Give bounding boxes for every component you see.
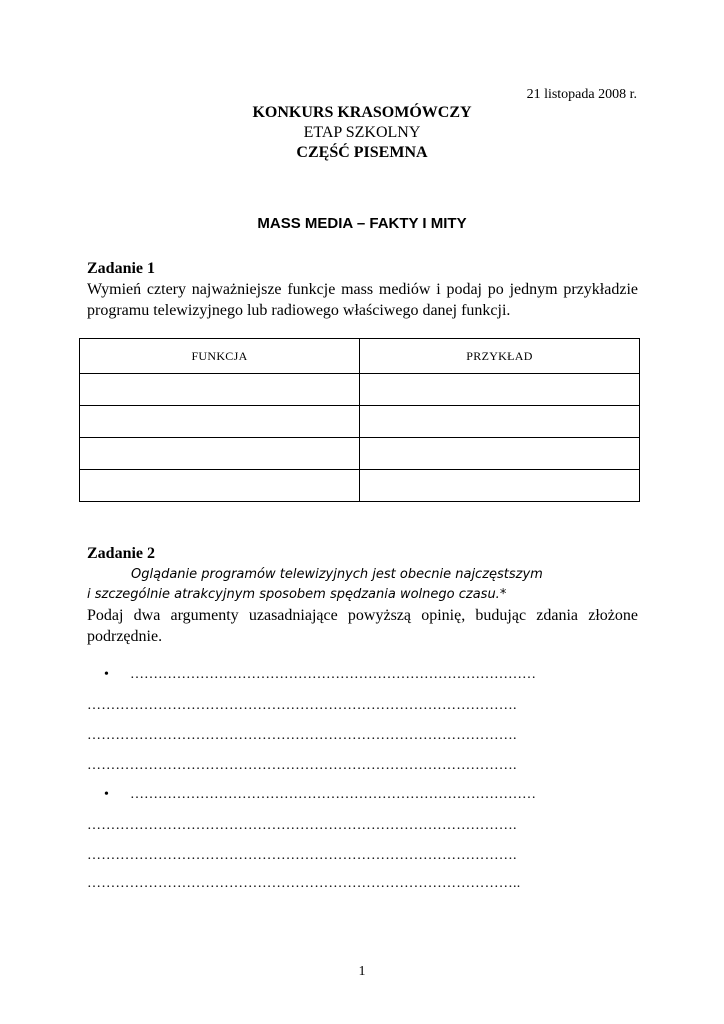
answer-line[interactable]: ………………………………………………………………………………. xyxy=(87,728,517,743)
table-row xyxy=(80,470,640,502)
table-row xyxy=(80,438,640,470)
column-header-example: PRZYKŁAD xyxy=(360,339,640,374)
answer-dots: …………………………………………………………………………… xyxy=(130,787,536,802)
table-row xyxy=(80,406,640,438)
answer-bullet-1[interactable] xyxy=(104,667,536,687)
column-header-function: FUNKCJA xyxy=(80,339,360,374)
example-cell[interactable] xyxy=(360,374,640,406)
contest-stage: ETAP SZKOLNY xyxy=(303,124,421,141)
functions-table xyxy=(79,338,640,502)
example-cell[interactable] xyxy=(360,438,640,470)
example-cell[interactable] xyxy=(360,406,640,438)
answer-line[interactable]: ………………………………………………………………………………. xyxy=(87,818,517,833)
contest-name: KONKURS KRASOMÓWCZY xyxy=(252,104,472,121)
answer-dots: …………………………………………………………………………… xyxy=(130,667,536,682)
answer-line[interactable]: ………………………………………………………………………………. xyxy=(87,758,517,773)
bullet-icon: • xyxy=(104,667,109,682)
table-header-row xyxy=(80,339,640,374)
page-number: 1 xyxy=(358,964,366,979)
task2-quote-line1: Oglądanie programów telewizyjnych jest obecnie najczęstszym xyxy=(131,567,543,582)
answer-line[interactable]: ………………………………………………………………………………. xyxy=(87,848,517,863)
answer-line[interactable]: ………………………………………………………………………………. xyxy=(87,698,517,713)
table-row xyxy=(80,374,640,406)
document-title: MASS MEDIA – FAKTY I MITY xyxy=(257,215,467,232)
function-cell[interactable] xyxy=(80,406,360,438)
answer-line[interactable]: ……………………………………………………………………………….. xyxy=(87,876,521,891)
task2-instructions: Podaj dwa argumenty uzasadniające powyższą opinię, budując zdania złożone podrzędnie. xyxy=(87,607,638,645)
answer-bullet-2[interactable] xyxy=(104,787,536,807)
contest-part: CZĘŚĆ PISEMNA xyxy=(296,144,428,161)
task2-quote-line2: i szczególnie atrakcyjnym sposobem spędzania wolnego czasu.* xyxy=(87,587,507,602)
document-date: 21 listopada 2008 r. xyxy=(526,87,637,102)
example-cell[interactable] xyxy=(360,470,640,502)
document-header xyxy=(0,103,724,163)
function-cell[interactable] xyxy=(80,374,360,406)
task1-heading: Zadanie 1 xyxy=(87,260,156,277)
bullet-icon: • xyxy=(104,787,109,802)
function-cell[interactable] xyxy=(80,470,360,502)
function-cell[interactable] xyxy=(80,438,360,470)
task1-instructions: Wymień cztery najważniejsze funkcje mass mediów i podaj po jednym przykładzie programu telewizyjnego lub radiowego właściwego danej funkcji. xyxy=(87,281,638,319)
task2-heading: Zadanie 2 xyxy=(87,545,156,562)
